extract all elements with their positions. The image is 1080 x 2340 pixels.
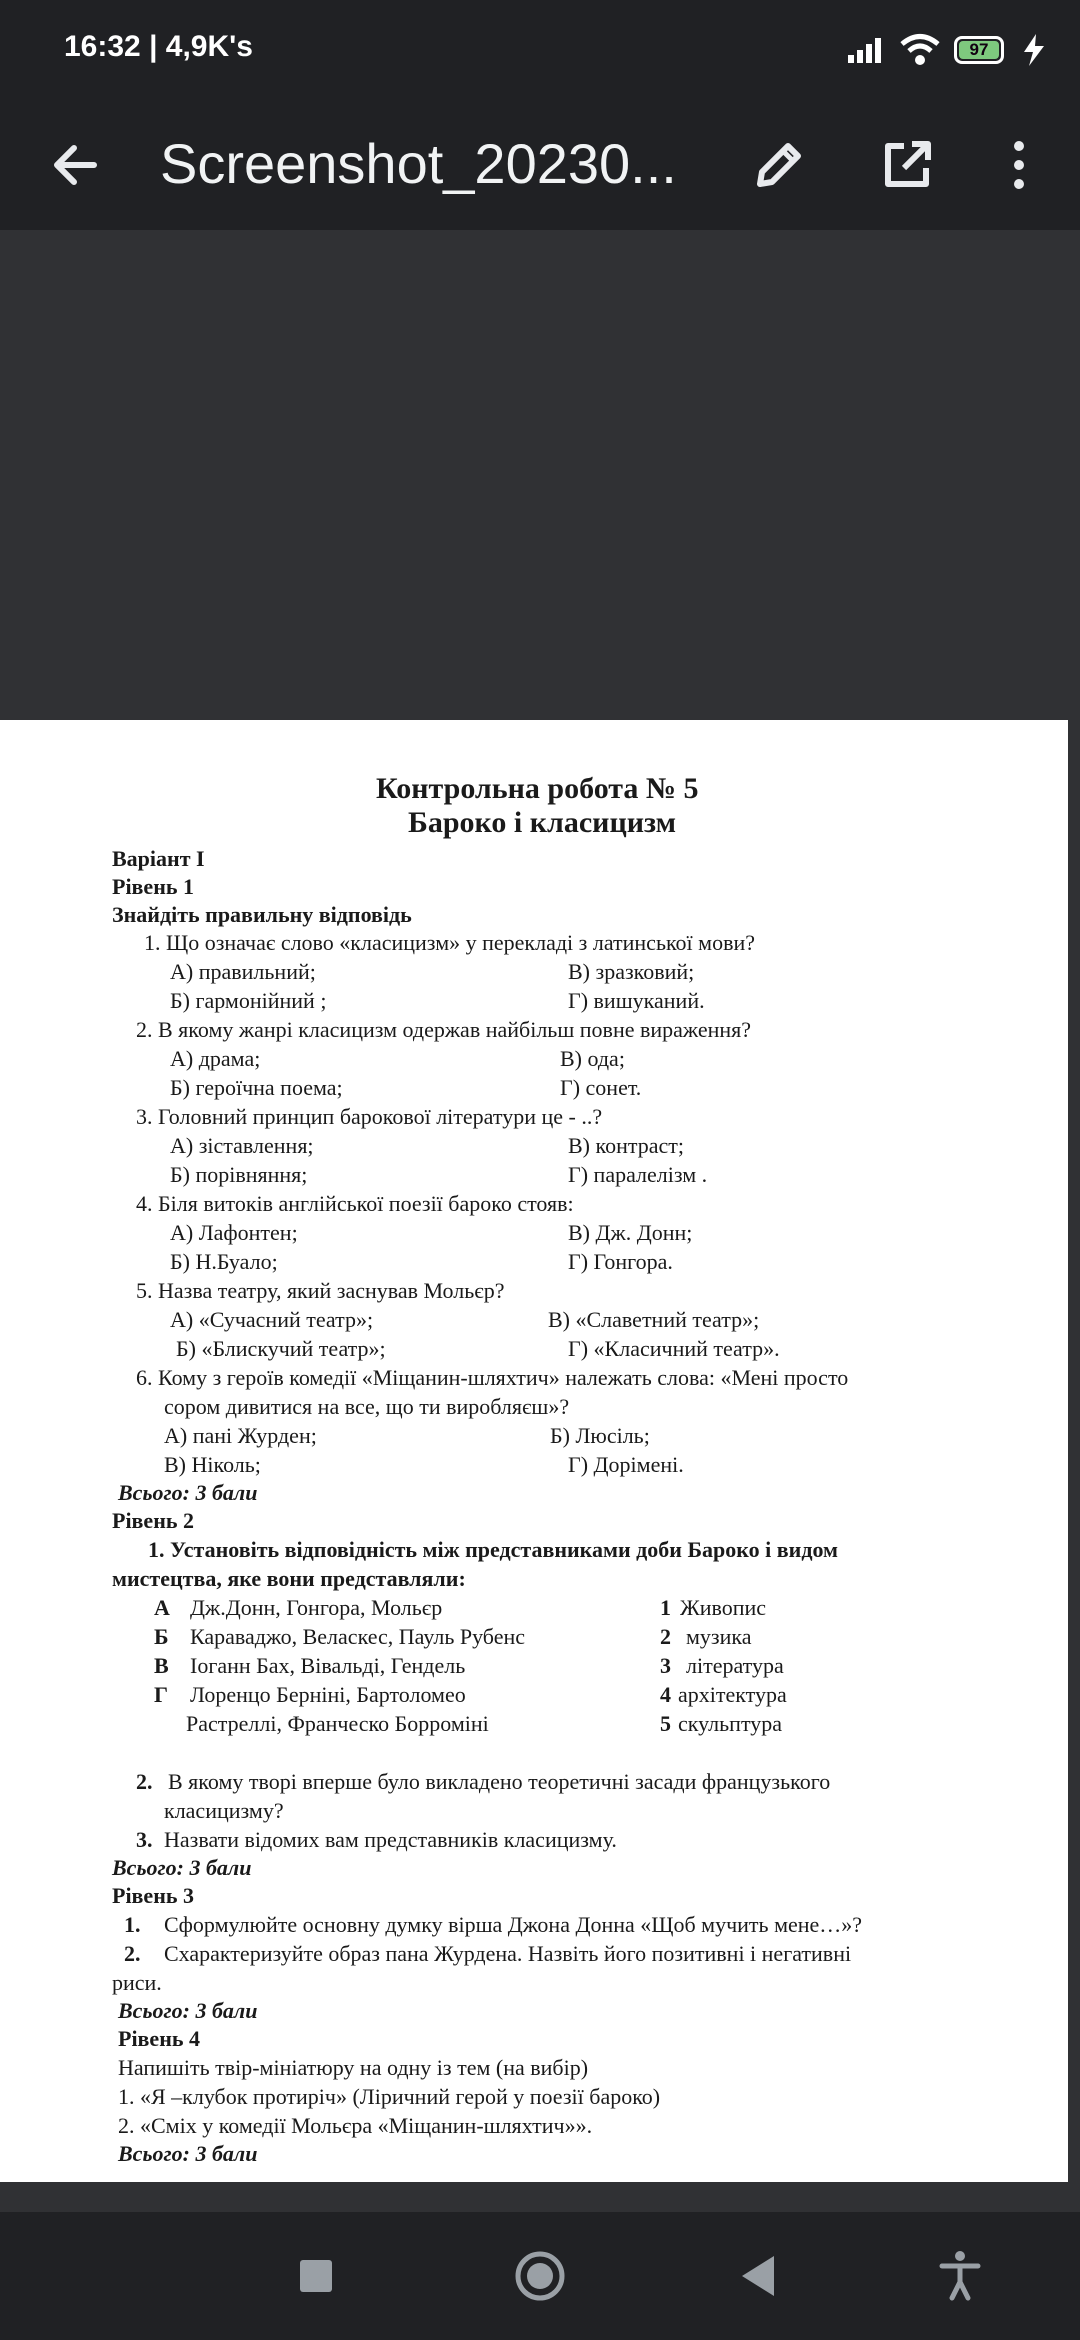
- level4-heading: Рівень 4: [118, 2026, 201, 2051]
- match-art-2: музика: [686, 1624, 752, 1649]
- level2-task3: Назвати відомих вам представників класицизму.: [164, 1827, 617, 1852]
- image-viewer[interactable]: [0, 230, 1080, 2212]
- match-num-1: 1: [660, 1595, 671, 1620]
- match-letter-g: Г: [154, 1682, 168, 1707]
- variant-label: Варіант I: [112, 846, 205, 871]
- signal-icon: [846, 35, 886, 65]
- circle-home-icon[interactable]: [506, 2242, 574, 2310]
- document-page: [0, 720, 1068, 2182]
- q4-option-b: Б) Н.Буало;: [170, 1249, 278, 1274]
- open-external-icon[interactable]: [874, 132, 940, 198]
- q3-option-g: Г) паралелізм .: [568, 1162, 708, 1187]
- file-title: Screenshot_20230...: [160, 132, 677, 195]
- triangle-back-icon[interactable]: [726, 2242, 794, 2310]
- q5-option-b: Б) «Блискучий театр»;: [176, 1336, 386, 1361]
- match-num-3: 3: [660, 1653, 671, 1678]
- match-letter-v: В: [154, 1653, 169, 1678]
- q1-option-v: В) зразковий;: [568, 959, 695, 984]
- q6-option-v: В) Ніколь;: [164, 1452, 261, 1477]
- q3-option-a: А) зіставлення;: [170, 1133, 314, 1158]
- question-1: 1. Що означає слово «класицизм» у перекладі з латинської мови?: [144, 930, 756, 955]
- system-nav-bar: [0, 2212, 1080, 2340]
- question-2: 2. В якому жанрі класицизм одержав найбільш повне вираження?: [136, 1017, 752, 1042]
- match-num-4: 4: [660, 1682, 671, 1707]
- question-6-line1: 6. Кому з героїв комедії «Міщанин-шляхтич» належать слова: «Мені просто: [136, 1365, 849, 1390]
- q4-option-a: А) Лафонтен;: [170, 1220, 298, 1245]
- q6-option-b: Б) Люсіль;: [550, 1423, 650, 1448]
- match-num-2: 2: [660, 1624, 671, 1649]
- doc-subtitle: Бароко і класицизм: [408, 806, 677, 839]
- level3-task1-num: 1.: [124, 1912, 141, 1937]
- doc-title: Контрольна робота № 5: [376, 772, 699, 805]
- level3-total: Всього: 3 бали: [118, 1998, 258, 2023]
- more-vertical-icon[interactable]: [986, 132, 1052, 198]
- q2-option-v: В) ода;: [560, 1046, 625, 1071]
- level4-intro: Напишіть твір-мініатюру на одну із тем (на вибір): [118, 2055, 589, 2080]
- level1-heading: Рівень 1: [112, 874, 195, 899]
- q2-option-b: Б) героїчна поема;: [170, 1075, 343, 1100]
- match-letter-a: А: [154, 1595, 170, 1620]
- charging-icon: [1018, 32, 1050, 68]
- match-num-5: 5: [660, 1711, 671, 1736]
- q3-option-b: Б) порівняння;: [170, 1162, 308, 1187]
- question-4: 4. Біля витоків англійської поезії бароко стояв:: [136, 1191, 574, 1216]
- question-5: 5. Назва театру, який заснував Мольєр?: [136, 1278, 505, 1303]
- q1-option-g: Г) вишуканий.: [568, 988, 705, 1013]
- level2-task2-line1: В якому творі вперше було викладено теоретичні засади французького: [168, 1769, 831, 1794]
- match-item-g: Лоренцо Берніні, Бартоломео: [190, 1682, 466, 1707]
- level2-task1-line2: мистецтва, яке вони представляли:: [112, 1566, 466, 1591]
- match-item-b: Караваджо, Веласкес, Пауль Рубенс: [190, 1624, 526, 1649]
- level3-task2-line1: Схарактеризуйте образ пана Журдена. Назвіть його позитивні і негативні: [164, 1941, 852, 1966]
- level3-task2-num: 2.: [124, 1941, 141, 1966]
- level1-total: Всього: 3 бали: [118, 1480, 258, 1505]
- status-time: 16:32 | 4,9K's: [64, 30, 253, 63]
- q5-option-g: Г) «Класичний театр».: [568, 1336, 780, 1361]
- level2-task3-num: 3.: [136, 1827, 153, 1852]
- q5-option-a: А) «Сучасний театр»;: [170, 1307, 374, 1332]
- pencil-icon[interactable]: [746, 132, 812, 198]
- q3-option-v: В) контраст;: [568, 1133, 684, 1158]
- app-toolbar: [0, 100, 1080, 230]
- arrow-back-icon[interactable]: [44, 132, 110, 198]
- level4-total: Всього: 3 бали: [118, 2141, 258, 2166]
- question-3: 3. Головний принцип барокової літератури це - ..?: [136, 1104, 603, 1129]
- match-art-1: Живопис: [680, 1595, 767, 1620]
- match-art-5: скульптура: [678, 1711, 783, 1736]
- level3-heading: Рівень 3: [112, 1883, 195, 1908]
- level4-topic-2: 2. «Сміх у комедії Мольєра «Міщанин-шляхтич»».: [118, 2113, 593, 2138]
- square-recents-icon[interactable]: [282, 2242, 350, 2310]
- level3-task2-line2: риси.: [112, 1970, 162, 1995]
- match-art-4: архітектура: [678, 1682, 787, 1707]
- level2-task2-line2: класицизму?: [164, 1798, 284, 1823]
- match-art-3: література: [686, 1653, 784, 1678]
- level3-task1: Сформулюйте основну думку вірша Джона Донна «Щоб мучить мене…»?: [164, 1912, 863, 1937]
- q2-option-g: Г) сонет.: [560, 1075, 642, 1100]
- battery-level: 97: [969, 40, 989, 59]
- level2-task2-num: 2.: [136, 1769, 153, 1794]
- level2-total: Всього: 3 бали: [112, 1855, 252, 1880]
- question-6-line2: сором дивитися на все, що ти виробляєш»?: [164, 1394, 570, 1419]
- match-letter-b: Б: [154, 1624, 169, 1649]
- q6-option-a: А) пані Журден;: [164, 1423, 317, 1448]
- match-item-a: Дж.Донн, Гонгора, Мольєр: [190, 1595, 443, 1620]
- level2-task1-line1: 1. Установіть відповідність між представниками доби Бароко і видом: [148, 1537, 839, 1562]
- q1-option-a: А) правильний;: [170, 959, 316, 984]
- accessibility-icon[interactable]: [926, 2242, 994, 2310]
- wifi-icon: [900, 33, 940, 67]
- q4-option-v: В) Дж. Донн;: [568, 1220, 693, 1245]
- status-icons: [846, 28, 1050, 72]
- q4-option-g: Г) Гонгора.: [568, 1249, 673, 1274]
- battery-icon: [954, 36, 1004, 64]
- q6-option-g: Г) Дорімені.: [568, 1452, 684, 1477]
- match-item-g-cont: Растреллі, Франческо Борроміні: [186, 1711, 489, 1736]
- match-item-v: Іоганн Бах, Вівальді, Гендель: [190, 1653, 466, 1678]
- q2-option-a: А) драма;: [170, 1046, 261, 1071]
- status-bar: [0, 0, 1080, 100]
- level1-instruction: Знайдіть правильну відповідь: [112, 902, 412, 927]
- q1-option-b: Б) гармонійний ;: [170, 988, 327, 1013]
- level2-heading: Рівень 2: [112, 1508, 195, 1533]
- q5-option-v: В) «Славетний театр»;: [548, 1307, 760, 1332]
- level4-topic-1: 1. «Я –клубок протиріч» (Ліричний герой у поезії бароко): [118, 2084, 661, 2109]
